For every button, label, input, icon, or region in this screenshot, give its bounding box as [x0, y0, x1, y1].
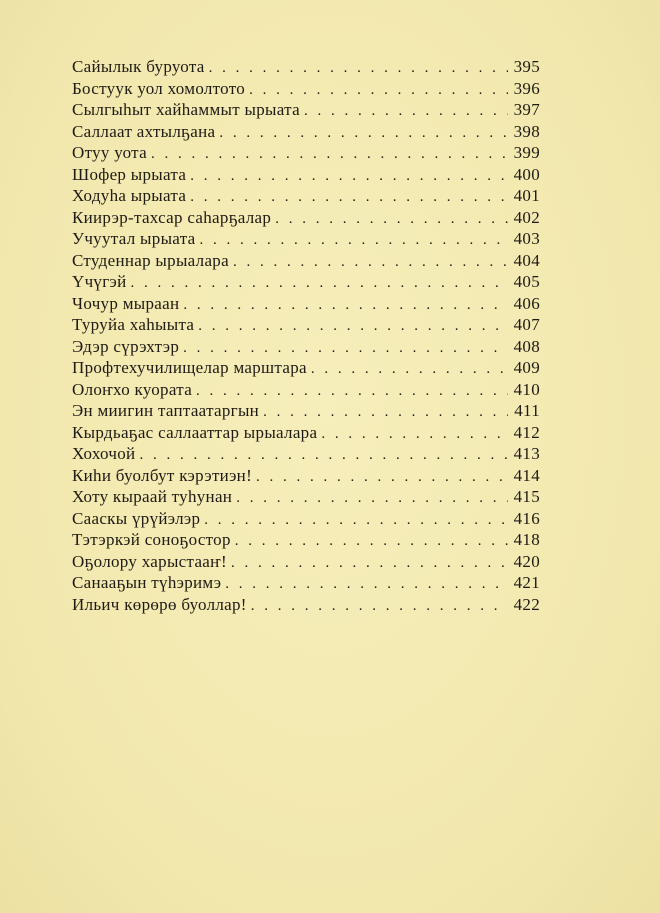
toc-entry-title: Отуу уота [72, 143, 147, 162]
dot-leader [198, 316, 508, 338]
dot-leader [233, 252, 508, 274]
toc-entry-title: Бостуук уол хомолтото [72, 78, 246, 98]
dot-leader [204, 510, 508, 532]
toc-entry-title: Сайылык буруота [72, 57, 205, 76]
toc-entry [72, 250, 540, 272]
toc-entry-title: Профтехучилищелар марштара [72, 358, 307, 377]
toc-entry [72, 78, 540, 100]
toc-entry-title: Санааҕын түһэримэ [72, 573, 222, 592]
toc-entry-title: Чочур мыраан [72, 293, 180, 313]
toc-entry-title: Киһи буолбут кэрэтиэн! [72, 465, 253, 485]
toc-entry [72, 336, 540, 358]
toc-entry-title: Студеннар ырыалара [72, 250, 229, 270]
dot-leader [219, 123, 508, 145]
dot-leader [249, 80, 508, 102]
toc-entry [72, 422, 540, 444]
toc-entry-page-number: 406 [513, 293, 540, 313]
toc-entry-title: Хохочой [72, 444, 136, 463]
toc-entry [72, 508, 540, 530]
toc-entry-page-number: 397 [513, 100, 540, 119]
toc-entry-page-number: 412 [513, 422, 540, 442]
toc-entry [72, 314, 540, 336]
toc-entry-page-number: 407 [513, 315, 540, 334]
toc-entry-title: Кырдьаҕас саллааттар ырыалара [72, 422, 318, 442]
dot-leader [275, 209, 508, 231]
toc-entry [72, 551, 540, 573]
toc-entry-page-number: 401 [513, 186, 540, 205]
toc-entry-title: Үчүгэй [72, 272, 127, 291]
toc-entry-page-number: 416 [513, 508, 540, 528]
dot-leader [236, 488, 508, 510]
dot-leader [209, 58, 508, 80]
toc-entry-page-number: 409 [513, 358, 540, 377]
toc-entry-title: Саллаат ахтылҕана [72, 121, 216, 141]
toc-entry-title: Туруйа хаһыыта [72, 315, 195, 334]
dot-leader [225, 574, 508, 596]
dot-leader [263, 402, 508, 424]
toc-entry [72, 164, 540, 186]
toc-entry-title: Сааскы үрүйэлэр [72, 508, 201, 528]
toc-entry-page-number: 411 [514, 401, 540, 420]
toc-entry-title: Киирэр-тахсар саһарҕалар [72, 207, 272, 227]
dot-leader [190, 187, 508, 209]
toc-entry-page-number: 399 [513, 143, 540, 162]
toc-entry-title: Учуутал ырыата [72, 229, 196, 248]
toc-entry-title: Эн миигин таптаатаргын [72, 401, 260, 420]
dot-leader [131, 273, 509, 295]
dot-leader [311, 359, 508, 381]
toc-entry-page-number: 414 [513, 465, 540, 485]
toc-entry-page-number: 403 [513, 229, 540, 248]
toc-entry-page-number: 395 [513, 57, 540, 76]
toc-entry [72, 185, 540, 207]
toc-entry-page-number: 405 [513, 272, 540, 291]
table-of-contents [72, 56, 540, 615]
toc-entry-page-number: 421 [513, 573, 540, 592]
toc-entry [72, 56, 540, 78]
dot-leader [139, 445, 508, 467]
dot-leader [183, 338, 508, 360]
toc-entry [72, 465, 540, 487]
toc-entry [72, 228, 540, 250]
toc-entry-page-number: 422 [513, 594, 540, 614]
dot-leader [196, 381, 508, 403]
toc-entry [72, 121, 540, 143]
toc-entry-page-number: 408 [513, 336, 540, 356]
dot-leader [190, 166, 508, 188]
toc-entry-page-number: 396 [513, 78, 540, 98]
toc-entry-title: Олоҥхо куората [72, 379, 193, 399]
toc-entry-page-number: 410 [513, 379, 540, 399]
toc-entry [72, 529, 540, 551]
toc-entry-page-number: 402 [513, 207, 540, 227]
dot-leader [235, 531, 508, 553]
dot-leader [151, 144, 508, 166]
toc-entry-page-number: 420 [513, 551, 540, 571]
toc-entry-title: Сылгыһыт хайһаммыт ырыата [72, 100, 300, 119]
toc-entry-title: Эдэр сүрэхтэр [72, 336, 180, 356]
toc-entry-page-number: 400 [513, 164, 540, 184]
dot-leader [321, 424, 508, 446]
toc-entry [72, 271, 540, 293]
dot-leader [183, 295, 508, 317]
toc-entry-page-number: 398 [513, 121, 540, 141]
toc-entry [72, 142, 540, 164]
toc-entry [72, 293, 540, 315]
toc-entry-title: Оҕолору харыстааҥ! [72, 551, 227, 571]
toc-entry [72, 99, 540, 121]
toc-entry-title: Ходуһа ырыата [72, 186, 187, 205]
dot-leader [256, 467, 508, 489]
toc-entry-title: Тэтэркэй соноҕостор [72, 530, 231, 549]
toc-entry [72, 486, 540, 508]
toc-entry-title: Хоту кыраай туһунан [72, 487, 233, 506]
toc-entry-title: Ильич көрөрө буоллар! [72, 594, 247, 614]
dot-leader [304, 101, 508, 123]
toc-entry [72, 594, 540, 616]
toc-entry-page-number: 413 [513, 444, 540, 463]
toc-entry-page-number: 418 [513, 530, 540, 549]
dot-leader [251, 596, 508, 618]
dot-leader [199, 230, 508, 252]
dot-leader [231, 553, 508, 575]
toc-entry [72, 357, 540, 379]
toc-entry [72, 443, 540, 465]
toc-entry-title: Шофер ырыата [72, 164, 187, 184]
toc-entry [72, 379, 540, 401]
toc-entry-page-number: 415 [513, 487, 540, 506]
toc-entry [72, 207, 540, 229]
toc-entry [72, 400, 540, 422]
toc-entry [72, 572, 540, 594]
toc-entry-page-number: 404 [513, 250, 540, 270]
